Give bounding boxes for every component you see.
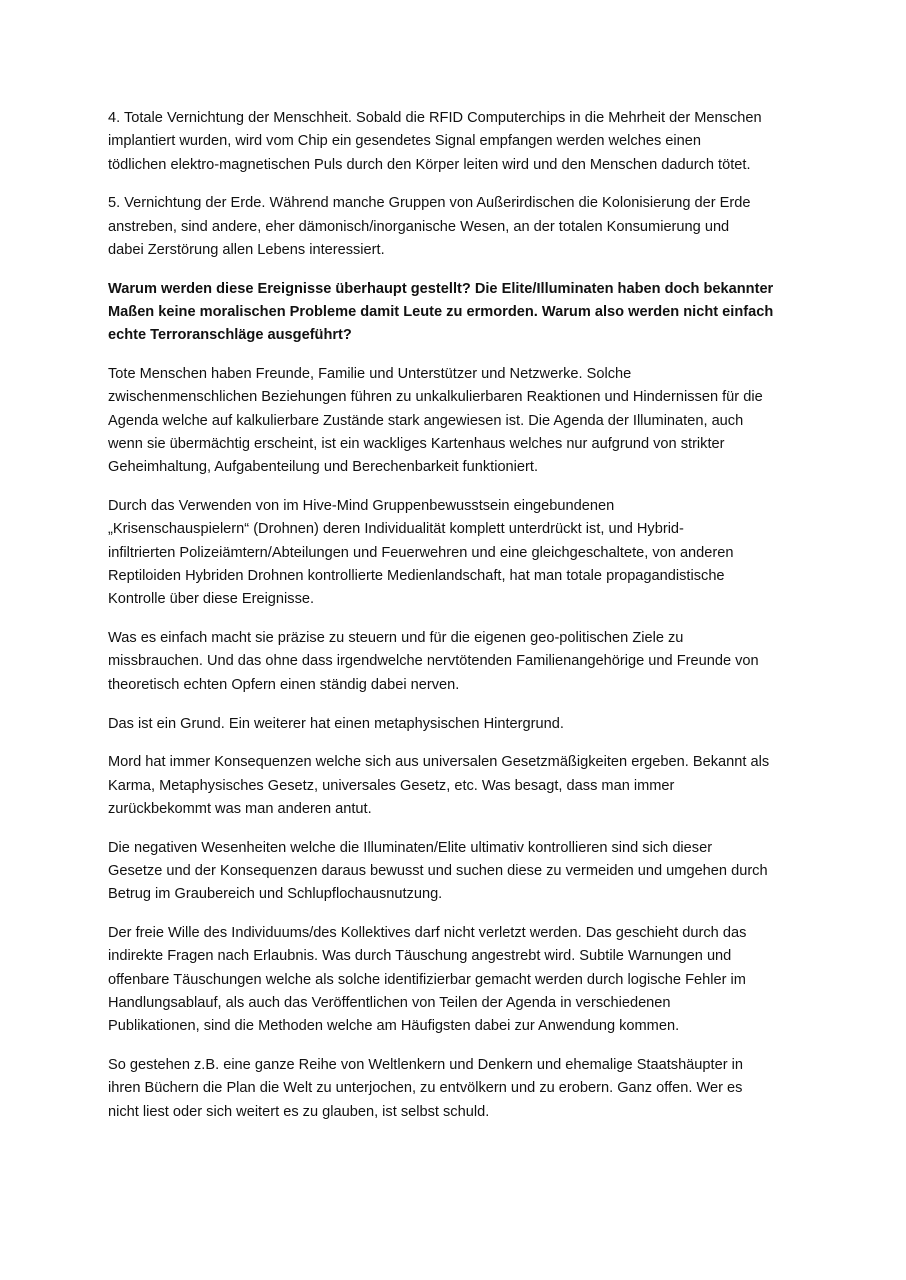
paragraph: Mord hat immer Konsequenzen welche sich aus universalen Gesetzmäßigkeiten ergeben. Bekannt als Karma, Metaphysisches Gesetz, universales Gesetz, etc. Was besagt, dass man immer zurückbekommt was man anderen antut.	[108, 754, 770, 817]
paragraph-item-5: 5. Vernichtung der Erde. Während manche Gruppen von Außerirdischen die Kolonisierung der Erde anstreben, sind andere, eher dämonisch/inorganische Wesen, an der totalen Konsumierung und dabei Zerstörung allen Lebens interessiert.	[108, 195, 751, 258]
paragraph: Die negativen Wesenheiten welche die Illuminaten/Elite ultimativ kontrollieren sind sich dieser Gesetze und der Konsequenzen daraus bewusst und suchen diese zu vermeiden und umgehen durch Betrug im Graubereich und Schlupflochausnutzung.	[108, 839, 768, 903]
paragraph: So gestehen z.B. eine ganze Reihe von Weltlenkern und Denkern und ehemalige Staatshäupter in ihren Büchern die Plan die Welt zu unterjochen, zu entvölkern und zu erobern. Ganz offen. Wer es nicht liest oder sich weitert es zu glauben, ist selbst schuld.	[108, 1057, 743, 1120]
paragraph: Tote Menschen haben Freunde, Familie und Unterstützer und Netzwerke. Solche zwischenmenschlichen Beziehungen führen zu unkalkulierbaren Reaktionen und Hindernissen für die Agenda welche auf kalkulierbare Zustände stark angewiesen ist. Die Agenda der Illuminaten, auch wenn sie übermächtig erscheint, ist ein wackliges Kartenhaus welches nur aufgrund von strikter Geheimhaltung, Aufgabenteilung und Berechenbarkeit funktioniert.	[108, 366, 763, 476]
paragraph: Das ist ein Grund. Ein weiterer hat einen metaphysischen Hintergrund.	[108, 715, 564, 732]
document-body	[108, 107, 800, 1139]
paragraph: Was es einfach macht sie präzise zu steuern und für die eigenen geo-politischen Ziele zu missbrauchen. Und das ohne dass irgendwelche nervtötenden Familienangehörige und Freunde von theoretisch echten Opfern einen ständig dabei nerven.	[108, 630, 759, 693]
paragraph: Durch das Verwenden von im Hive-Mind Gruppenbewusstsein eingebundenen „Krisenschauspielern“ (Drohnen) deren Individualität komplett unterdrückt ist, und Hybrid- infiltrierten Polizeiämtern/Abteilungen und Feuerwehren und eine gleichgeschaltete, von anderen Reptiloiden Hybriden Drohnen kontrollierte Medienlandschaft, hat man totale propagandistische Kontrolle über diese Ereignisse.	[108, 498, 734, 608]
bold-question-paragraph: Warum werden diese Ereignisse überhaupt gestellt? Die Elite/Illuminaten haben doch bekannter Maßen keine moralischen Probleme damit Leute zu ermorden. Warum also werden nicht einfach echte Terroranschläge ausgeführt?	[108, 280, 774, 344]
paragraph-item-4: 4. Totale Vernichtung der Menschheit. Sobald die RFID Computerchips in die Mehrheit der Menschen implantiert wurden, wird vom Chip ein gesendetes Signal empfangen werden welches einen tödlichen elektro-magnetischen Puls durch den Körper leiten wird und den Menschen dadurch tötet.	[108, 110, 762, 173]
paragraph: Der freie Wille des Individuums/des Kollektives darf nicht verletzt werden. Das geschieht durch das indirekte Fragen nach Erlaubnis. Was durch Täuschung angestrebt wird. Subtile Warnungen und offenbare Täuschungen welche als solche identifizierbar gemacht werden durch logische Fehler im Handlungsablauf, als auch das Veröffentlichen von Teilen der Agenda in verschiedenen Publikationen, sind die Methoden welche am Häufigsten dabei zur Anwendung kommen.	[108, 925, 747, 1035]
